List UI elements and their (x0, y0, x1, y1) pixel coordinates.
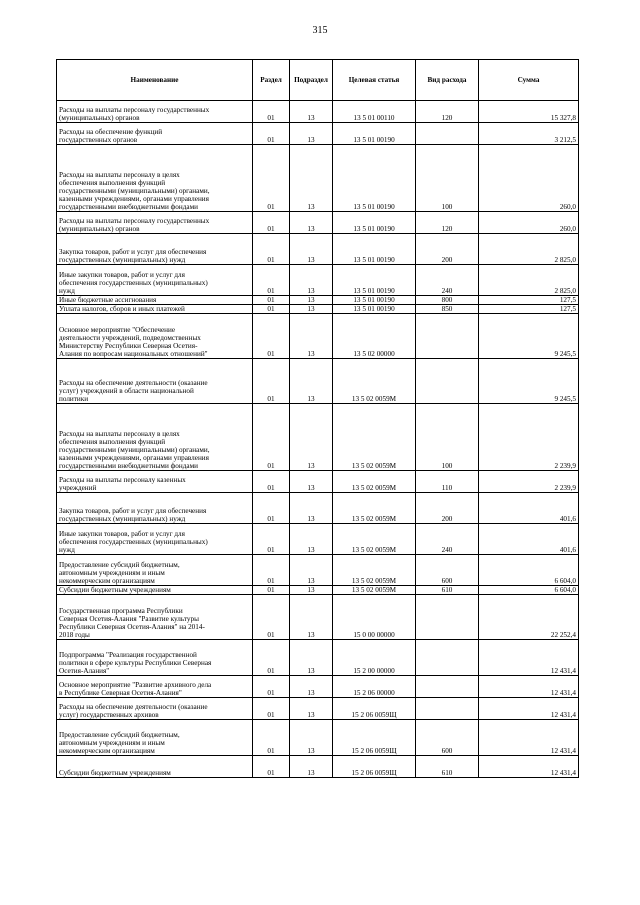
table-row (57, 698, 579, 720)
row-target: 15 0 00 00000 (333, 595, 416, 640)
row-expense-type: 610 (416, 586, 479, 595)
row-name: Расходы на выплаты персоналу в целях обеспечения выполнения функций государственными (муниципальными) органами, казенными учреждениями, органами управления государственными внебюджетными фондами (57, 404, 253, 471)
row-name: Расходы на выплаты персоналу государственных (муниципальных) органов (57, 212, 253, 234)
table-row (57, 305, 579, 314)
row-name: Закупка товаров, работ и услуг для обеспечения государственных (муниципальных) нужд (57, 493, 253, 524)
row-expense-type (416, 640, 479, 676)
row-target: 13 5 01 00190 (333, 296, 416, 305)
row-subsection: 13 (290, 101, 333, 123)
row-section: 01 (253, 296, 290, 305)
row-expense-type: 240 (416, 524, 479, 555)
row-sum: 12 431,4 (479, 756, 579, 778)
row-section: 01 (253, 145, 290, 212)
row-subsection: 13 (290, 698, 333, 720)
row-section: 01 (253, 404, 290, 471)
table-row (57, 524, 579, 555)
row-target: 13 5 01 00190 (333, 123, 416, 145)
row-target: 15 2 00 00000 (333, 640, 416, 676)
table-row (57, 640, 579, 676)
row-name: Основное мероприятие "Обеспечение деятельности учреждений, подведомственных Министерству Республики Северная Осетия- Алания по вопросам национальных отношений" (57, 314, 253, 359)
table-row (57, 296, 579, 305)
row-expense-type: 100 (416, 404, 479, 471)
row-target: 15 2 06 00000 (333, 676, 416, 698)
row-section: 01 (253, 359, 290, 404)
table-row (57, 212, 579, 234)
table-row (57, 123, 579, 145)
row-section: 01 (253, 493, 290, 524)
row-name: Иные бюджетные ассигнования (57, 296, 253, 305)
row-sum: 127,5 (479, 296, 579, 305)
row-sum: 2 825,0 (479, 265, 579, 296)
row-sum: 260,0 (479, 212, 579, 234)
row-section: 01 (253, 676, 290, 698)
row-section: 01 (253, 756, 290, 778)
row-sum: 9 245,5 (479, 314, 579, 359)
header-expense-type: Вид расхода (416, 60, 479, 101)
row-name: Основное мероприятие "Развитие архивного дела в Республике Северная Осетия-Алания" (57, 676, 253, 698)
row-sum: 12 431,4 (479, 676, 579, 698)
table-row (57, 234, 579, 265)
row-section: 01 (253, 586, 290, 595)
row-section: 01 (253, 640, 290, 676)
row-expense-type: 100 (416, 145, 479, 212)
row-section: 01 (253, 123, 290, 145)
table-row (57, 720, 579, 756)
row-sum: 2 239,9 (479, 471, 579, 493)
row-target: 13 5 01 00190 (333, 145, 416, 212)
row-target: 13 5 01 00190 (333, 234, 416, 265)
row-target: 13 5 02 0059М (333, 524, 416, 555)
row-name: Закупка товаров, работ и услуг для обеспечения государственных (муниципальных) нужд (57, 234, 253, 265)
row-name: Иные закупки товаров, работ и услуг для обеспечения государственных (муниципальных) нужд (57, 265, 253, 296)
row-name: Предоставление субсидий бюджетным, автономным учреждениям и иным некоммерческим организациям (57, 720, 253, 756)
header-target: Целевая статья (333, 60, 416, 101)
table-row (57, 359, 579, 404)
row-expense-type (416, 595, 479, 640)
row-expense-type (416, 676, 479, 698)
row-expense-type: 200 (416, 493, 479, 524)
row-name: Предоставление субсидий бюджетным, автономным учреждениям и иным некоммерческим организациям (57, 555, 253, 586)
row-subsection: 13 (290, 296, 333, 305)
row-section: 01 (253, 265, 290, 296)
row-subsection: 13 (290, 720, 333, 756)
row-sum: 22 252,4 (479, 595, 579, 640)
row-subsection: 13 (290, 524, 333, 555)
header-sum: Сумма (479, 60, 579, 101)
row-name: Субсидии бюджетным учреждениям (57, 586, 253, 595)
table-row (57, 145, 579, 212)
row-target: 13 5 02 0059М (333, 359, 416, 404)
row-sum: 6 604,0 (479, 586, 579, 595)
row-sum: 2 239,9 (479, 404, 579, 471)
row-target: 15 2 06 0059Щ (333, 720, 416, 756)
row-subsection: 13 (290, 676, 333, 698)
row-subsection: 13 (290, 471, 333, 493)
row-name: Расходы на выплаты персоналу в целях обеспечения выполнения функций государственными (муниципальными) органами, казенными учреждениями, органами управления государственными внебюджетными фондами (57, 145, 253, 212)
row-expense-type (416, 359, 479, 404)
row-expense-type: 120 (416, 101, 479, 123)
row-name: Расходы на выплаты персоналу государственных (муниципальных) органов (57, 101, 253, 123)
row-subsection: 13 (290, 493, 333, 524)
row-sum: 12 431,4 (479, 720, 579, 756)
page-number: 315 (312, 25, 328, 36)
row-expense-type: 240 (416, 265, 479, 296)
row-section: 01 (253, 212, 290, 234)
row-sum: 401,6 (479, 493, 579, 524)
row-subsection: 13 (290, 756, 333, 778)
row-section: 01 (253, 101, 290, 123)
table-row (57, 493, 579, 524)
row-section: 01 (253, 555, 290, 586)
row-name: Уплата налогов, сборов и иных платежей (57, 305, 253, 314)
row-target: 13 5 02 0059М (333, 493, 416, 524)
row-target: 13 5 02 0059М (333, 471, 416, 493)
row-subsection: 13 (290, 314, 333, 359)
row-subsection: 13 (290, 359, 333, 404)
row-section: 01 (253, 471, 290, 493)
table-header-row (57, 60, 579, 101)
row-name: Иные закупки товаров, работ и услуг для обеспечения государственных (муниципальных) нужд (57, 524, 253, 555)
row-sum: 260,0 (479, 145, 579, 212)
table-row (57, 756, 579, 778)
row-name: Расходы на выплаты персоналу казенных учреждений (57, 471, 253, 493)
row-expense-type: 610 (416, 756, 479, 778)
row-target: 13 5 01 00190 (333, 212, 416, 234)
row-expense-type: 800 (416, 296, 479, 305)
row-target: 13 5 01 00110 (333, 101, 416, 123)
row-section: 01 (253, 305, 290, 314)
header-name: Наименование (57, 60, 253, 101)
row-name: Расходы на обеспечение функций государственных органов (57, 123, 253, 145)
row-target: 15 2 06 0059Щ (333, 756, 416, 778)
row-section: 01 (253, 720, 290, 756)
row-expense-type: 200 (416, 234, 479, 265)
table-row (57, 676, 579, 698)
table-row (57, 101, 579, 123)
row-target: 15 2 06 0059Щ (333, 698, 416, 720)
row-section: 01 (253, 698, 290, 720)
row-section: 01 (253, 234, 290, 265)
row-subsection: 13 (290, 234, 333, 265)
table-row (57, 404, 579, 471)
table-row (57, 586, 579, 595)
row-section: 01 (253, 595, 290, 640)
row-subsection: 13 (290, 595, 333, 640)
row-target: 13 5 02 00000 (333, 314, 416, 359)
row-target: 13 5 02 0059М (333, 404, 416, 471)
table-row (57, 595, 579, 640)
budget-table (56, 59, 579, 778)
row-sum: 12 431,4 (479, 640, 579, 676)
row-name: Субсидии бюджетным учреждениям (57, 756, 253, 778)
row-expense-type: 850 (416, 305, 479, 314)
table-row (57, 314, 579, 359)
row-target: 13 5 02 0059М (333, 586, 416, 595)
row-name: Подпрограмма "Реализация государственной политики в сфере культуры Республики Северная Осетия-Алания" (57, 640, 253, 676)
row-sum: 401,6 (479, 524, 579, 555)
row-expense-type: 600 (416, 555, 479, 586)
row-subsection: 13 (290, 586, 333, 595)
row-subsection: 13 (290, 212, 333, 234)
row-subsection: 13 (290, 404, 333, 471)
row-subsection: 13 (290, 123, 333, 145)
row-sum: 9 245,5 (479, 359, 579, 404)
row-expense-type: 600 (416, 720, 479, 756)
table-row (57, 555, 579, 586)
row-subsection: 13 (290, 555, 333, 586)
row-expense-type (416, 314, 479, 359)
row-section: 01 (253, 314, 290, 359)
row-sum: 127,5 (479, 305, 579, 314)
row-expense-type: 110 (416, 471, 479, 493)
row-subsection: 13 (290, 305, 333, 314)
row-sum: 12 431,4 (479, 698, 579, 720)
row-target: 13 5 02 0059М (333, 555, 416, 586)
row-subsection: 13 (290, 145, 333, 212)
row-subsection: 13 (290, 265, 333, 296)
row-sum: 3 212,5 (479, 123, 579, 145)
table-row (57, 265, 579, 296)
row-target: 13 5 01 00190 (333, 265, 416, 296)
row-name: Расходы на обеспечение деятельности (оказание услуг) государственных архивов (57, 698, 253, 720)
row-expense-type (416, 698, 479, 720)
table-body (57, 101, 579, 778)
row-subsection: 13 (290, 640, 333, 676)
row-expense-type (416, 123, 479, 145)
row-name: Государственная программа Республики Северная Осетия-Алания "Развитие культуры Республики Северная Осетия-Алания" на 2014- 2018 годы (57, 595, 253, 640)
row-sum: 6 604,0 (479, 555, 579, 586)
table-row (57, 471, 579, 493)
row-sum: 2 825,0 (479, 234, 579, 265)
row-section: 01 (253, 524, 290, 555)
row-expense-type: 120 (416, 212, 479, 234)
header-section: Раздел (253, 60, 290, 101)
row-sum: 15 327,8 (479, 101, 579, 123)
row-target: 13 5 01 00190 (333, 305, 416, 314)
row-name: Расходы на обеспечение деятельности (оказание услуг) учреждений в области национальной политики (57, 359, 253, 404)
header-subsection: Подраздел (290, 60, 333, 101)
